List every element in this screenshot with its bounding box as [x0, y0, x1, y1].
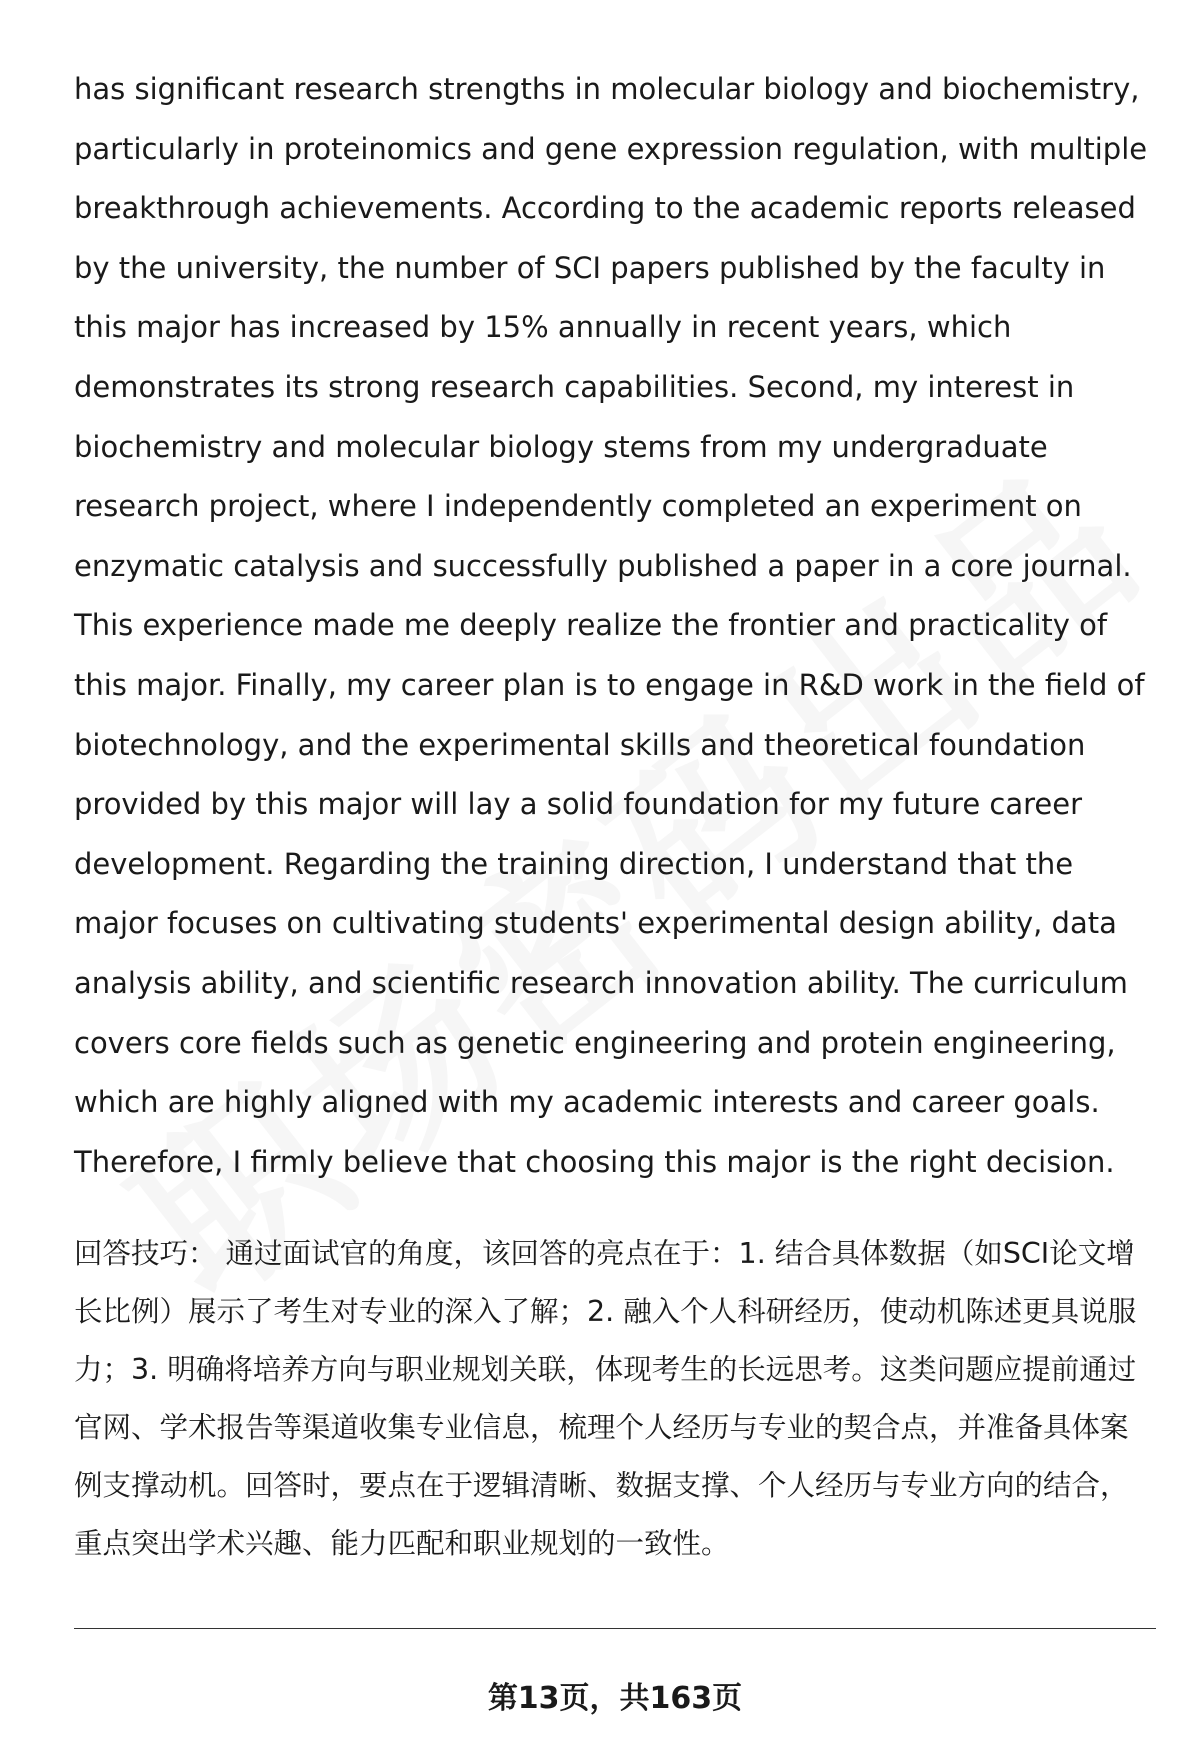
footer-divider	[74, 1628, 1156, 1629]
body-paragraph: has significant research strengths in molecular biology and biochemistry, particularly in proteinomics and gene expression regulation, with multiple breakthrough achievements. According to the academic reports released by the university, the number of SCI papers published by the faculty in this major has increased by 15% annually in recent years, which demonstrates its strong research capabilities. Second, my interest in biochemistry and molecular biology stems from my undergraduate research project, where I independently completed an experiment on enzymatic catalysis and successfully published a paper in a core journal. This experience made me deeply realize the frontier and practicality of this major. Finally, my career plan is to engage in R&D work in the field of biotechnology, and the experimental skills and theoretical foundation provided by this major will lay a solid foundation for my future career development. Regarding the training direction, I understand that the major focuses on cultivating students' experimental design ability, data analysis ability, and scientific research innovation ability. The curriculum covers core fields such as genetic engineering and protein engineering, which are highly aligned with my academic interests and career goals. Therefore, I firmly believe that choosing this major is the right decision.	[74, 72, 1148, 1179]
page-number: 第13页，共163页	[487, 1681, 743, 1716]
answer-tips-paragraph: 回答技巧： 通过面试官的角度，该回答的亮点在于：1. 结合具体数据（如SCI论文增长比例）展示了考生对专业的深入了解；2. 融入个人科研经历，使动机陈述更具说服力；3. 明确将培养方向与职业规划关联，体现考生的长远思考。这类问题应提前通过官网、学术报告等渠道收集专业信息，梳理个人经历与专业的契合点，并准备具体案例支撑动机。回答时，要点在于逻辑清晰、数据支撑、个人经历与专业方向的结合，重点突出学术兴趣、能力匹配和职业规划的一致性。	[74, 1237, 1137, 1560]
